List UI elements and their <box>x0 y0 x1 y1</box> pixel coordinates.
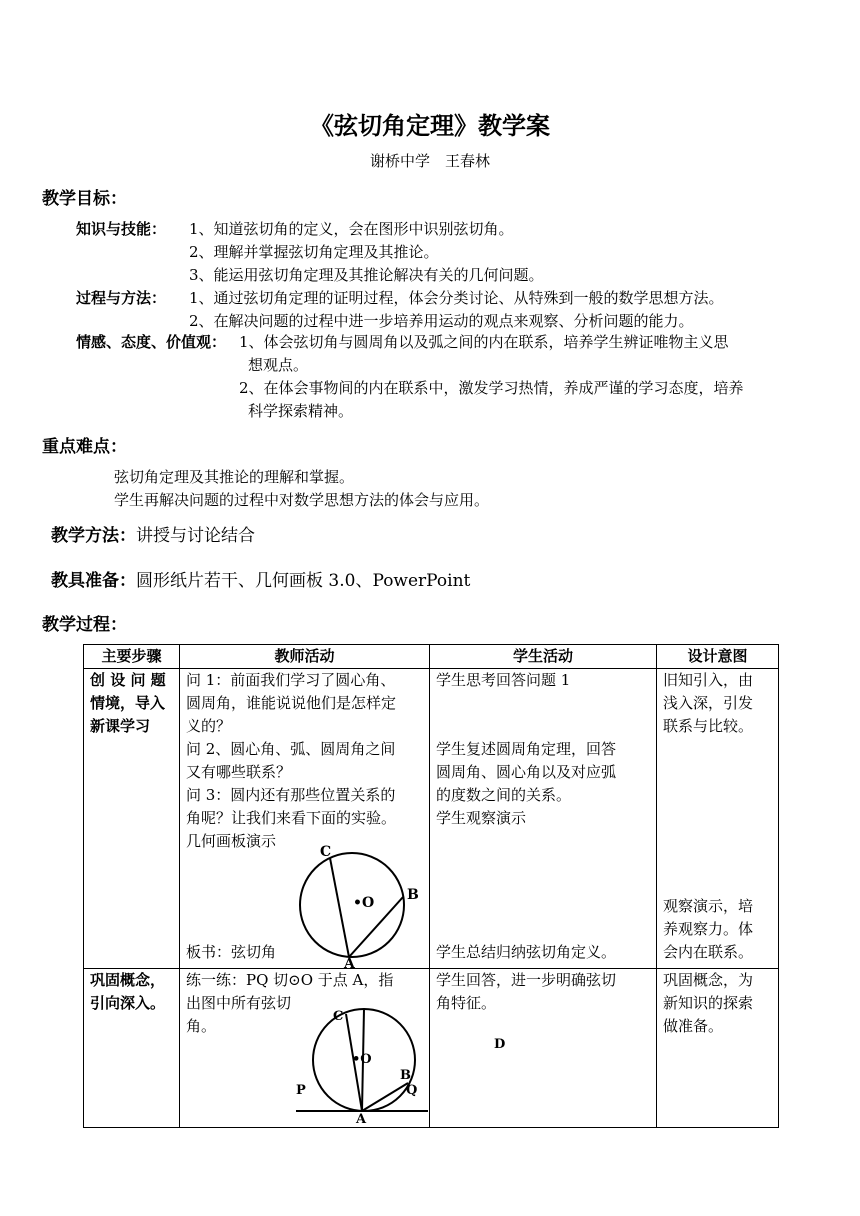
header-intent: 设计意图 <box>657 645 779 669</box>
circle-shape <box>300 853 404 957</box>
tools-label: 教具准备： <box>51 571 136 591</box>
student-text: 学生回答，进一步明确弦切 角特征。 <box>436 971 617 1012</box>
objectives-heading: 教学目标： <box>42 189 127 209</box>
teacher-cell <box>180 669 430 969</box>
label-b: B <box>407 887 419 903</box>
label-a: A <box>356 1112 367 1125</box>
intent-cell <box>657 669 779 969</box>
label-o: •O <box>353 895 375 911</box>
table-header-row <box>84 645 779 669</box>
header-step: 主要步骤 <box>84 645 180 669</box>
method-line <box>51 521 255 546</box>
key-point-1: 弦切角定理及其推论的理解和掌握。 <box>114 468 355 486</box>
process-method-item-1: 1、通过弦切角定理的证明过程，体会分类讨论、从特殊到一般的数学思想方法。 <box>189 289 724 307</box>
emotion-label: 情感、态度、价值观： <box>76 333 227 351</box>
step-cell: 巩固概念， 引向深入。 <box>84 969 180 1128</box>
knowledge-item-2: 2、理解并掌握弦切角定理及其推论。 <box>189 243 439 261</box>
process-heading: 教学过程： <box>42 615 127 635</box>
document-title: 《弦切角定理》教学案 <box>310 111 550 140</box>
knowledge-item-1: 1、知道弦切角的定义，会在图形中识别弦切角。 <box>189 220 514 238</box>
intent-text-2: 观察演示，培 养观察力。体 会内在联系。 <box>663 897 754 961</box>
table-row <box>84 669 779 969</box>
label-p: P <box>296 1083 306 1098</box>
document-author: 谢桥中学 王春林 <box>369 152 490 170</box>
label-c: C <box>320 844 332 860</box>
student-text-1: 学生思考回答问题 1 <box>436 671 571 689</box>
teacher-text: 问 1：前面我们学习了圆心角、 圆周角，谁能说说他们是怎样定 义的？ 问 2、圆心角、弧、圆周角之间 又有哪些联系？ 问 3：圆内还有那些位置关系的 角呢？让我们来看下面的实验。 几何画板演示 <box>186 671 397 850</box>
header-teacher: 教师活动 <box>180 645 430 669</box>
emotion-item-2-cont: 科学探索精神。 <box>248 402 354 420</box>
key-points-heading: 重点难点： <box>42 437 127 457</box>
student-cell <box>430 669 657 969</box>
emotion-item-2: 2、在体会事物间的内在联系中，激发学习热情，养成严谨的学习态度，培养 <box>239 379 744 397</box>
board-note: 板书：弦切角 <box>186 943 277 961</box>
table-row <box>84 969 779 1128</box>
label-d: D <box>494 1037 506 1052</box>
emotion-item-1: 1、体会弦切角与圆周角以及弧之间的内在联系，培养学生辨证唯物主义思 <box>239 333 729 351</box>
key-point-2: 学生再解决问题的过程中对数学思想方法的体会与应用。 <box>114 491 490 509</box>
label-c: C <box>333 1009 344 1024</box>
method-label: 教学方法： <box>51 526 136 546</box>
header-student: 学生活动 <box>430 645 657 669</box>
tools-line <box>51 566 470 591</box>
intent-cell: 巩固概念，为 新知识的探索 做准备。 <box>657 969 779 1128</box>
chord-tangent-figure-1 <box>286 839 426 969</box>
process-method-label: 过程与方法： <box>76 289 167 307</box>
teacher-cell <box>180 969 430 1128</box>
label-q: Q <box>406 1083 418 1098</box>
chord-tangent-figure-2 <box>296 1001 436 1125</box>
label-b: B <box>400 1068 411 1083</box>
step-cell: 创 设 问 题 情境，导入 新课学习 <box>84 669 180 969</box>
student-text-2: 学生复述圆周角定理，回答 圆周角、圆心角以及对应弧 的度数之间的关系。 学生观察演示 <box>436 740 617 827</box>
tools-value: 圆形纸片若干、几何画板 3.0、PowerPoint <box>136 571 471 591</box>
process-method-item-2: 2、在解决问题的过程中进一步培养用运动的观点来观察、分析问题的能力。 <box>189 312 694 330</box>
label-a: A <box>344 956 355 969</box>
knowledge-item-3: 3、能运用弦切角定理及其推论解决有关的几何问题。 <box>189 266 544 284</box>
intent-text-1: 旧知引入，由 浅入深，引发 联系与比较。 <box>663 671 754 735</box>
emotion-item-1-cont: 想观点。 <box>248 356 309 374</box>
method-value: 讲授与讨论结合 <box>136 526 255 546</box>
chord-ca <box>330 858 349 957</box>
process-table <box>83 644 779 1128</box>
student-cell <box>430 969 657 1128</box>
knowledge-label: 知识与技能： <box>76 220 167 238</box>
student-text-3: 学生总结归纳弦切角定义。 <box>436 943 617 961</box>
teacher-text: 练一练：PQ 切⊙O 于点 A，指 出图中所有弦切 角。 <box>186 971 394 1035</box>
label-o: •O <box>352 1052 372 1067</box>
